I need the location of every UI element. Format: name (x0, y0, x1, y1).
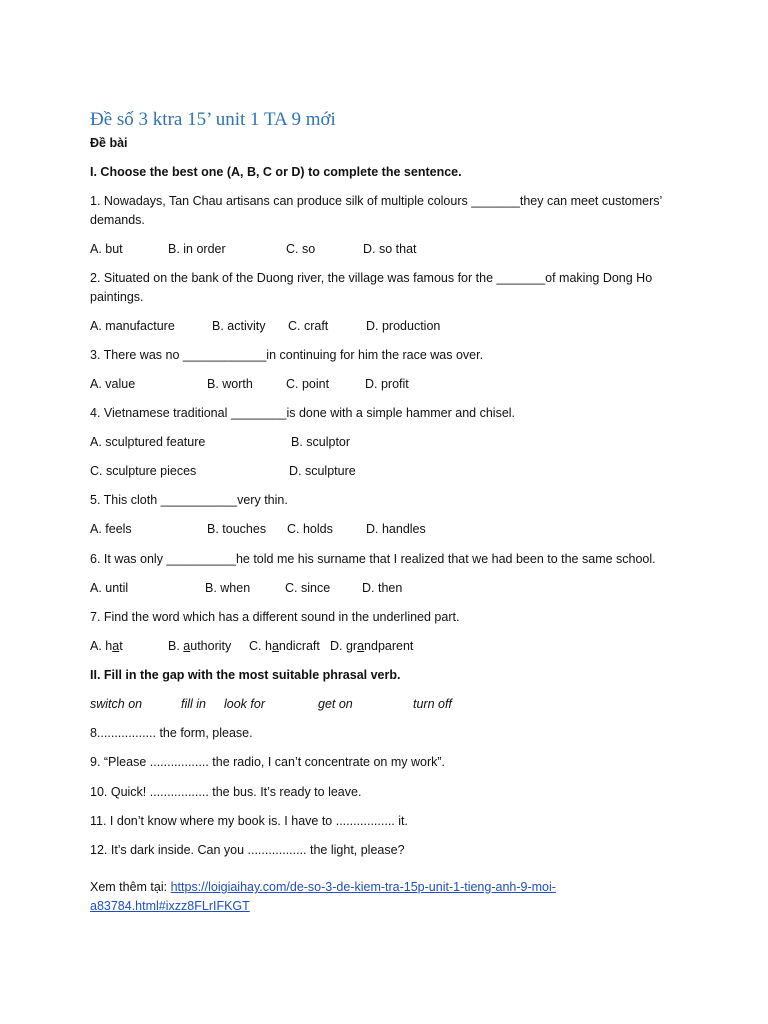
word-bank-item: fill in (181, 697, 207, 711)
q7-option-b: B. authority (168, 639, 232, 653)
question-5-text: 5. This cloth ___________very thin. (90, 493, 288, 507)
q3-option-d: D. profit (365, 377, 409, 391)
page-title: Đề số 3 ktra 15’ unit 1 TA 9 mới (90, 109, 336, 130)
q3-option-c: C. point (286, 377, 330, 391)
question-11-text: 11. I don’t know where my book is. I have to ................. it. (90, 814, 408, 828)
word-bank-item: look for (224, 697, 265, 711)
question-3-text: 3. There was no ____________in continuing for him the race was over. (90, 348, 484, 362)
source-link-cont[interactable]: a83784.html#ixzz8FLrIFKGT (90, 899, 250, 913)
question-1-text-cont: demands. (90, 213, 145, 227)
q4-option-b: B. sculptor (291, 435, 351, 449)
q4-option-a: A. sculptured feature (90, 435, 206, 449)
source-note-cont (90, 897, 250, 915)
source-link[interactable]: https://loigiaihay.com/de-so-3-de-kiem-tra-15p-unit-1-tieng-anh-9-moi- (170, 880, 556, 894)
question-9-text: 9. “Please ................. the radio, I can’t concentrate on my work”. (90, 755, 446, 769)
question-4-text: 4. Vietnamese traditional ________is done with a simple hammer and chisel. (90, 406, 516, 420)
q4-option-c: C. sculpture pieces (90, 464, 197, 478)
q5-option-c: C. holds (287, 522, 333, 536)
section-2-heading: II. Fill in the gap with the most suitable phrasal verb. (90, 668, 401, 682)
q4-option-d: D. sculpture (289, 464, 356, 478)
subtitle: Đề bài (90, 136, 128, 150)
question-6-text: 6. It was only __________he told me his surname that I realized that we had been to the same school. (90, 552, 656, 566)
q6-option-b: B. when (205, 581, 251, 595)
question-10-text: 10. Quick! ................. the bus. It’s ready to leave. (90, 785, 362, 799)
q1-option-a: A. but (90, 242, 123, 256)
q3-option-b: B. worth (207, 377, 253, 391)
question-12-text: 12. It’s dark inside. Can you ................. the light, please? (90, 843, 405, 857)
word-bank-item: get on (318, 697, 353, 711)
q1-option-b: B. in order (168, 242, 226, 256)
word-bank-item: turn off (413, 697, 452, 711)
q5-option-a: A. feels (90, 522, 132, 536)
q2-option-a: A. manufacture (90, 319, 175, 333)
word-bank-item: switch on (90, 697, 143, 711)
q3-option-a: A. value (90, 377, 136, 391)
question-2-text: 2. Situated on the bank of the Duong river, the village was famous for the _______of making Dong Ho (90, 271, 653, 285)
q7-option-d: D. grandparent (330, 639, 414, 653)
section-1-heading: I. Choose the best one (A, B, C or D) to complete the sentence. (90, 165, 462, 179)
q2-option-b: B. activity (212, 319, 266, 333)
question-2-text-cont: paintings. (90, 290, 144, 304)
question-7-text: 7. Find the word which has a different sound in the underlined part. (90, 610, 460, 624)
q1-option-c: C. so (286, 242, 316, 256)
q7-option-a: A. hat (90, 639, 123, 653)
q1-option-d: D. so that (363, 242, 417, 256)
q7-option-c: C. handicraft (249, 639, 320, 653)
q2-option-c: C. craft (288, 319, 329, 333)
q6-option-d: D. then (362, 581, 403, 595)
source-note (90, 878, 556, 896)
source-prefix: Xem thêm tại: (90, 880, 171, 894)
q6-option-c: C. since (285, 581, 331, 595)
q2-option-d: D. production (366, 319, 441, 333)
q5-option-d: D. handles (366, 522, 426, 536)
question-1-text: 1. Nowadays, Tan Chau artisans can produce silk of multiple colours _______they can meet customers’ (90, 194, 663, 208)
q6-option-a: A. until (90, 581, 129, 595)
question-8-text: 8................. the form, please. (90, 726, 253, 740)
q5-option-b: B. touches (207, 522, 267, 536)
